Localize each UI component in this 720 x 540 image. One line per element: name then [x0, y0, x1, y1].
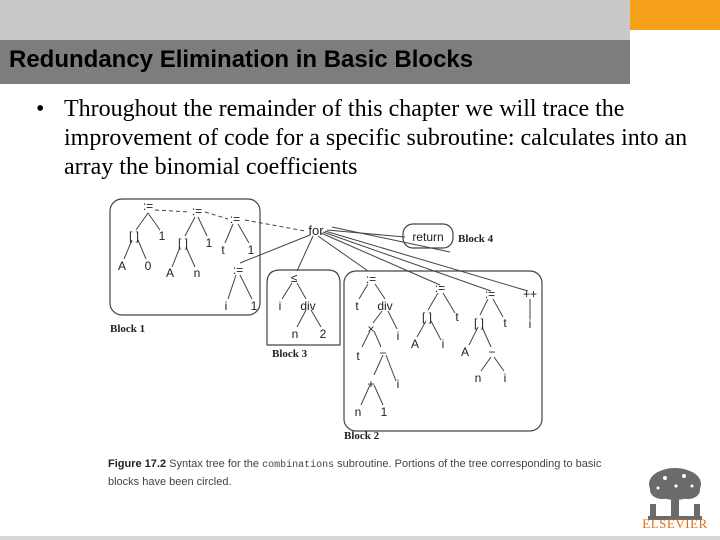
tree-node: 1 [205, 236, 213, 250]
tree-node: := [434, 281, 446, 295]
tree-node: return [412, 230, 444, 244]
block1-label: Block 1 [110, 323, 146, 335]
tree-node: := [191, 204, 203, 218]
tree-node: := [229, 212, 241, 226]
tree-node: ++ [522, 287, 538, 301]
tree-node: := [142, 199, 154, 213]
tree-node: 2 [319, 327, 327, 341]
tree-node: := [484, 287, 496, 301]
tree-node: [ ] [177, 236, 189, 250]
tree-node: ≤ [290, 271, 298, 285]
caption-code: combinations [262, 460, 335, 471]
tree-node: 1 [380, 405, 388, 419]
caption-pre: Syntax tree for the [169, 458, 260, 470]
tree-node: 1 [247, 243, 255, 257]
figure-caption [108, 456, 608, 490]
tree-node: t [503, 316, 507, 330]
tree-node: + [367, 377, 375, 391]
block2-outline [344, 271, 542, 431]
tree-node: i [503, 371, 507, 385]
slide-title: Redundancy Elimination in Basic Blocks [9, 46, 474, 73]
accent-strip [630, 0, 720, 30]
elsevier-wordmark: ELSEVIER [642, 516, 708, 531]
tree-node: × [367, 322, 375, 336]
tree-node: i [396, 377, 400, 391]
tree-node: − [379, 346, 387, 360]
tree-node: [ ] [473, 316, 485, 330]
tree-node: for [308, 223, 324, 238]
tree-node: [ ] [128, 229, 140, 243]
tree-node: i [224, 299, 228, 313]
tree-node: i [278, 299, 282, 313]
syntax-tree-figure [100, 195, 560, 445]
tree-node: t [356, 349, 360, 363]
tree-node: A [165, 266, 175, 280]
tree-node: A [117, 259, 127, 273]
tree-node: t [455, 310, 459, 324]
tree-node: − [488, 345, 496, 359]
tree-node: := [365, 272, 377, 286]
caption-post: subroutine. Portions of the tree corresponding to basic blocks have been circled. [108, 458, 602, 488]
tree-node: div [300, 299, 316, 313]
caption-label: Figure 17.2 [108, 458, 167, 470]
tree-node: div [377, 299, 393, 313]
block4-label: Block 4 [458, 233, 494, 245]
footer-line [0, 536, 720, 540]
tree-node: 0 [144, 259, 152, 273]
tree-node: [ ] [421, 310, 433, 324]
tree-node: i [528, 317, 532, 331]
tree-node: A [460, 345, 470, 359]
tree-node: t [221, 243, 225, 257]
bullet-marker: • [36, 96, 45, 122]
tree-node: n [291, 327, 299, 341]
bullet-text: Throughout the remainder of this chapter we will trace the improvement of code for a specific subroutine: calculates into an array the binomial coefficients [64, 96, 688, 180]
block2-label: Block 2 [344, 430, 380, 442]
tree-node: n [193, 266, 201, 280]
tree-node: i [441, 337, 445, 351]
tree-node: := [232, 263, 244, 277]
tree-node: 1 [250, 299, 258, 313]
tree-node: i [396, 329, 400, 343]
tree-node: 1 [158, 229, 166, 243]
tree-node: n [474, 371, 482, 385]
tree-node: A [410, 337, 420, 351]
tree-node: t [355, 299, 359, 313]
block3-label: Block 3 [272, 348, 308, 360]
tree-node: n [354, 405, 362, 419]
